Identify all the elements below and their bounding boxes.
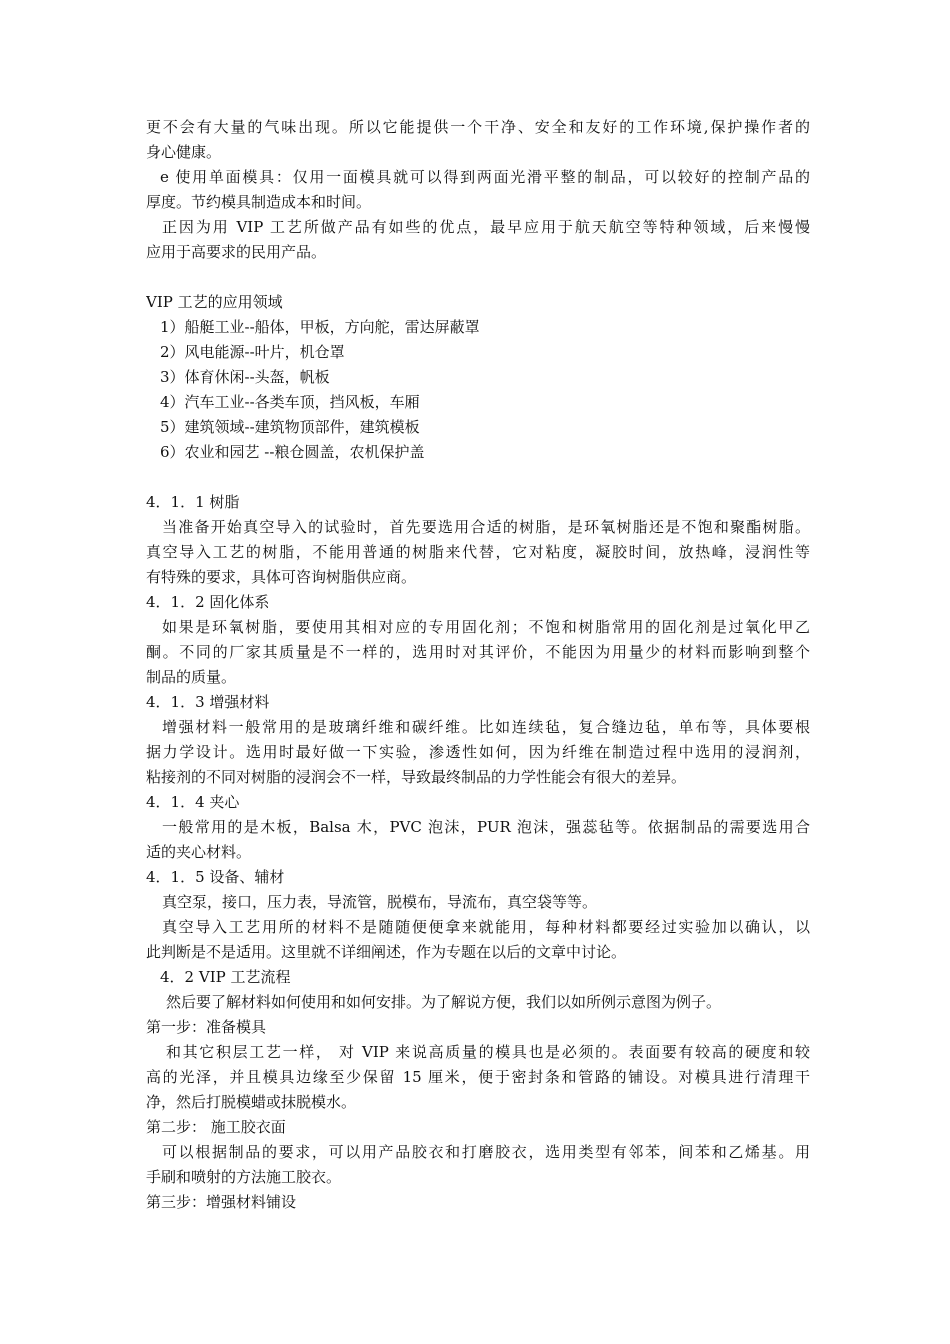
list-item: 3）体育休闲--头盔，帆板 [160, 368, 330, 386]
paragraph-line: 有特殊的要求，具体可咨询树脂供应商。 [146, 568, 417, 586]
paragraph-line: 真空泵，接口，压力表，导流管，脱模布，导流布，真空袋等等。 [162, 893, 598, 911]
paragraph-line: 此判断是不是适用。这里就不详细阐述，作为专题在以后的文章中讨论。 [146, 943, 627, 961]
paragraph-line: 当准备开始真空导入的试验时，首先要选用合适的树脂，是环氧树脂还是不饱和聚酯树脂。 [162, 518, 810, 536]
paragraph-line: 高的光泽，并且模具边缘至少保留 15 厘米，便于密封条和管路的铺设。对模具进行清理干 [146, 1068, 810, 1086]
blank-line [146, 465, 810, 490]
paragraph-line: 粘接剂的不同对树脂的浸润会不一样，导致最终制品的力学性能会有很大的差异。 [146, 768, 687, 786]
paragraph-line: 身心健康。 [146, 143, 222, 161]
list-item: 2）风电能源--叶片，机仓罩 [160, 343, 345, 361]
paragraph-line: 真空导入工艺的树脂，不能用普通的树脂来代替，它对粘度，凝胶时间，放热峰，浸润性等 [146, 543, 810, 561]
paragraph-line: 据力学设计。选用时最好做一下实验，渗透性如何，因为纤维在制造过程中选用的浸润剂， [146, 743, 810, 761]
list-item: 1）船艇工业--船体，甲板，方向舵，雷达屏蔽罩 [160, 318, 480, 336]
list-item: 6）农业和园艺 --粮仓圆盖，农机保护盖 [160, 443, 425, 461]
paragraph-line: 酮。不同的厂家其质量是不一样的，选用时对其评价，不能因为用量少的材料而影响到整个 [146, 643, 810, 661]
paragraph-line: 制品的质量。 [146, 668, 237, 686]
paragraph-line: 正因为用 VIP 工艺所做产品有如些的优点，最早应用于航天航空等特种领域，后来慢慢 [162, 218, 810, 236]
paragraph-line: 应用于高要求的民用产品。 [146, 243, 327, 261]
list-item: 4）汽车工业--各类车顶，挡风板，车厢 [160, 393, 420, 411]
paragraph-line: e 使用单面模具：仅用一面模具就可以得到两面光滑平整的制品，可以较好的控制产品的 [160, 168, 810, 186]
step-heading: 第一步：准备模具 [146, 1018, 267, 1036]
section-heading: 4．1．2 固化体系 [146, 593, 270, 611]
step-heading: 第三步：增强材料铺设 [146, 1193, 297, 1211]
paragraph-line: 然后要了解材料如何使用和如何安排。为了解说方便，我们以如所例示意图为例子。 [166, 993, 722, 1011]
paragraph-line: 如果是环氧树脂，要使用其相对应的专用固化剂；不饱和树脂常用的固化剂是过氧化甲乙 [162, 618, 810, 636]
paragraph-line: 手刷和喷射的方法施工胶衣。 [146, 1168, 342, 1186]
list-item: 5）建筑领域--建筑物顶部件，建筑模板 [160, 418, 420, 436]
section-heading: VIP 工艺的应用领域 [146, 293, 283, 311]
paragraph-line: 适的夹心材料。 [146, 843, 252, 861]
blank-line [146, 265, 810, 290]
section-heading: 4．1．1 树脂 [146, 493, 240, 511]
paragraph-line: 厚度。节约模具制造成本和时间。 [146, 193, 372, 211]
section-heading: 4．1．5 设备、辅材 [146, 868, 285, 886]
section-heading: 4．1．4 夹心 [146, 793, 240, 811]
paragraph-line: 和其它积层工艺一样， 对 VIP 来说高质量的模具也是必须的。表面要有较高的硬度和较 [166, 1043, 810, 1061]
section-heading: 4．2 VIP 工艺流程 [160, 968, 291, 986]
paragraph-line: 一般常用的是木板，Balsa 木，PVC 泡沫，PUR 泡沫，强蕊毡等。依据制品的需要选用合 [162, 818, 810, 836]
step-heading: 第二步： 施工胶衣面 [146, 1118, 286, 1136]
paragraph-line: 净，然后打脱模蜡或抹脱模水。 [146, 1093, 357, 1111]
section-heading: 4．1．3 增强材料 [146, 693, 270, 711]
document-page [146, 115, 810, 1215]
paragraph-line: 真空导入工艺用所的材料不是随随便便拿来就能用，每种材料都要经过实验加以确认，以 [162, 918, 810, 936]
paragraph-line: 更不会有大量的气味出现。所以它能提供一个干净、安全和友好的工作环境,保护操作者的 [146, 118, 810, 136]
paragraph-line: 可以根据制品的要求，可以用产品胶衣和打磨胶衣，选用类型有邻苯，间苯和乙烯基。用 [162, 1143, 810, 1161]
paragraph-line: 增强材料一般常用的是玻璃纤维和碳纤维。比如连续毡，复合缝边毡，单布等，具体要根 [162, 718, 810, 736]
